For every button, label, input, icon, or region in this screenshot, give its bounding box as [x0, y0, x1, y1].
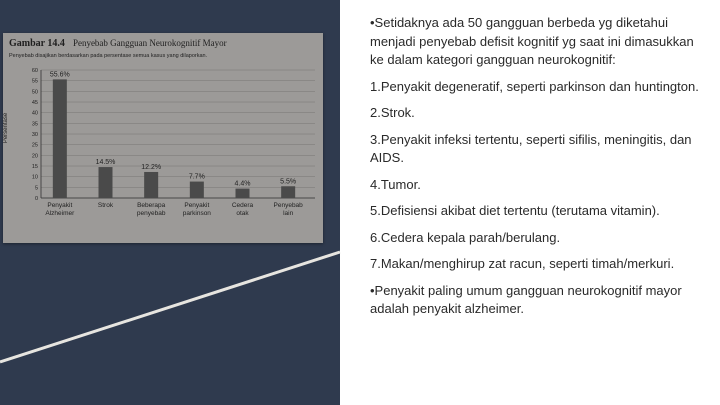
- bar-value-label: 4.4%: [234, 180, 251, 188]
- x-category-label: Beberapa: [137, 202, 166, 209]
- bar-value-label: 14.5%: [95, 159, 116, 167]
- bar: [190, 182, 204, 198]
- x-category-label: lain: [283, 210, 294, 217]
- bar: [144, 172, 158, 198]
- list-item: 6.Cedera kepala parah/berulang.: [370, 229, 561, 245]
- y-tick-label: 10: [31, 174, 38, 181]
- x-category-label: Penyakit: [184, 202, 210, 209]
- list-item: 1.Penyakit degeneratif, seperti parkinson dan huntington.: [370, 78, 699, 94]
- x-category-label: otak: [236, 210, 249, 217]
- bar: [236, 189, 250, 198]
- figure-number: Gambar 14.4: [9, 38, 65, 49]
- bar: [53, 79, 67, 198]
- figure-title-text: Penyebab Gangguan Neurokognitif Mayor: [72, 38, 227, 48]
- y-tick-label: 55: [31, 78, 38, 85]
- y-tick-label: 25: [31, 142, 38, 149]
- y-tick-label: 60: [31, 68, 38, 74]
- list-item: 3.Penyakit infeksi tertentu, seperti sifilis, meningitis, dan AIDS.: [370, 131, 692, 165]
- bullet-paragraph: •Setidaknya ada 50 gangguan berbeda yg diketahui menjadi penyebab defisit kognitif yg saat ini dimasukkan ke dalam kategori gangguan neurokognitif:: [370, 15, 694, 67]
- list-item: 4.Tumor.: [370, 176, 421, 192]
- list-item: 2.Strok.: [370, 105, 415, 120]
- bar-value-label: 5.5%: [280, 178, 297, 186]
- x-category-label: Cedera: [231, 202, 254, 209]
- x-category-label: Strok: [97, 202, 114, 209]
- y-tick-label: 35: [31, 121, 38, 128]
- bar-value-label: 7.7%: [188, 173, 205, 181]
- y-tick-label: 45: [31, 100, 38, 106]
- x-category-label: Penyebab: [273, 202, 303, 209]
- bullet-paragraph: •Penyakit paling umum gangguan neurokognitif mayor adalah penyakit alzheimer.: [370, 282, 682, 316]
- y-tick-label: 0: [34, 196, 38, 202]
- y-tick-label: 30: [31, 132, 38, 138]
- slide-text-body: [370, 14, 705, 327]
- bar-value-label: 12.2%: [141, 163, 162, 171]
- bar: [99, 167, 113, 198]
- figure-subtitle: Penyebab disajikan berdasarkan pada persentase semua kasus yang dilaporkan.: [9, 53, 208, 59]
- bar-value-label: 55.6%: [49, 71, 70, 79]
- y-tick-label: 20: [31, 153, 38, 160]
- x-category-label: Alzheimer: [45, 210, 75, 217]
- y-tick-label: 5: [34, 185, 38, 192]
- x-category-label: penyebab: [136, 210, 166, 217]
- y-tick-label: 50: [31, 89, 38, 96]
- bar: [281, 186, 295, 198]
- bar-chart: [3, 33, 323, 243]
- list-item: 5.Defisiensi akibat diet tertentu (terutama vitamin).: [370, 203, 660, 218]
- x-category-label: Penyakit: [47, 202, 73, 209]
- chart-photo: [3, 33, 323, 243]
- chart-y-axis-label: Persentase: [3, 112, 10, 144]
- list-item: 7.Makan/menghirup zat racun, seperti timah/merkuri.: [370, 256, 675, 271]
- y-tick-label: 40: [31, 110, 38, 117]
- x-category-label: parkinson: [182, 210, 211, 217]
- y-tick-label: 15: [31, 164, 38, 170]
